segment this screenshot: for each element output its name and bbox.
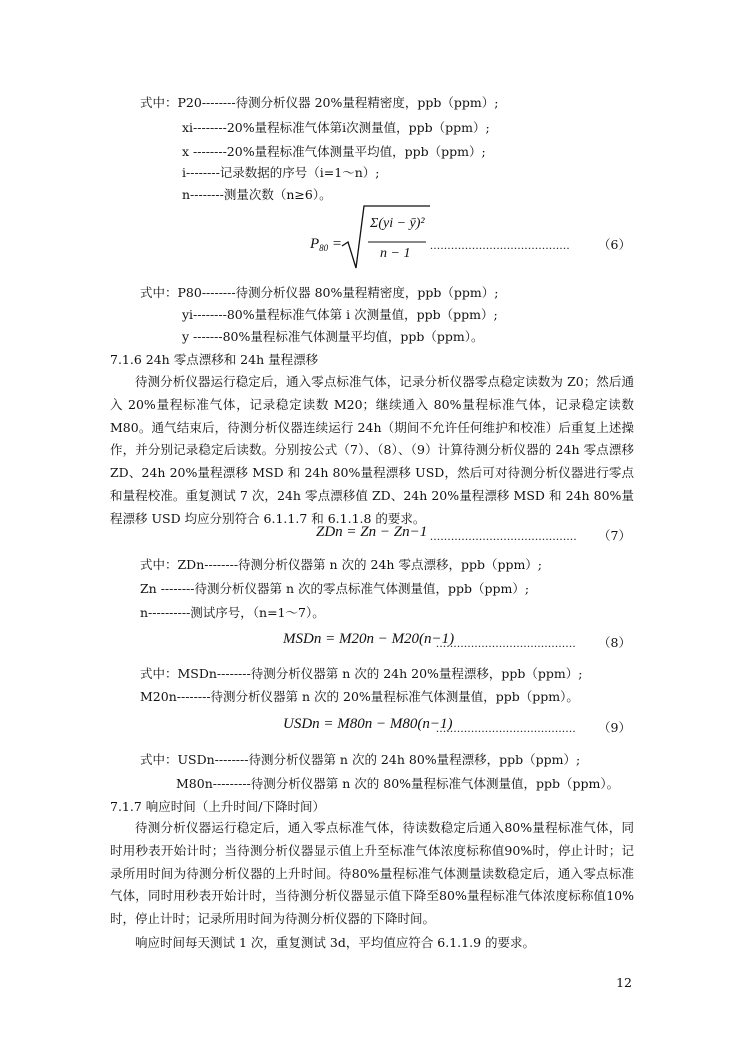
eq6-number: （6）	[598, 237, 631, 252]
eq7-number: （7）	[598, 528, 631, 543]
page-number: 12	[616, 975, 632, 990]
eq9-number: （9）	[598, 720, 631, 735]
def-usd-line: 式中：USDn--------待测分析仪器第 n 次的 24h 80%量程漂移，ppb（ppm）;	[140, 752, 581, 767]
eq6-lhs: $P_{80}$ =	[310, 236, 343, 253]
section-7-1-7-paragraph-2: 响应时间每天测试 1 次，重复测试 3d，平均值应符合 6.1.1.9 的要求。	[135, 935, 536, 950]
def-m20n-line: M20n--------待测分析仪器第 n 次的 20%量程标准气体测量值，ppb（ppm）。	[140, 689, 579, 704]
eq6-denominator: n − 1	[380, 246, 411, 261]
eq9-dots: ........................................	[436, 721, 576, 735]
section-7-1-7-paragraph-1: 待测分析仪器运行稳定后，通入零点标准气体，待读数稳定后通入80%量程标准气体，同时用秒表开始计时；当待测分析仪器显示值上升至标准气体浓度标称值90%时，停止计时；记录所用时间为待测分析仪器的上升时间。待80%量程标准气体测量读数稳定后，通入零点标准气体，同时用秒表开始计时，当待测分析仪器显示值下降至80%量程标准气体浓度标称值10%时，停止计时；记录所用时间为待测分析仪器的下降时间。	[110, 820, 634, 927]
section-7-1-6-title: 7.1.6 24h 零点漂移和 24h 量程漂移	[110, 352, 319, 367]
def-i-line: i--------记录数据的序号（i=1～n）;	[182, 165, 380, 180]
def-n-test-line: n----------测试序号，（n=1～7）。	[140, 605, 325, 620]
eq6-numerator: Σ(yi − ȳ)²	[370, 216, 425, 231]
def-p20-line: 式中：P20--------待测分析仪器 20%量程精密度，ppb（ppm）;	[140, 95, 499, 110]
eq7-dots: ..........................................	[430, 529, 577, 543]
equation-6	[310, 200, 640, 275]
eq9-formula: USDn = M80n − M80(n−1)	[283, 716, 453, 732]
def-p80-line: 式中：P80--------待测分析仪器 80%量程精密度，ppb（ppm）;	[140, 285, 499, 300]
def-ybar-line: y -------80%量程标准气体测量平均值，ppb（ppm）。	[182, 329, 484, 344]
def-yi-line: yi--------80%量程标准气体第 i 次测量值，ppb（ppm）;	[182, 307, 498, 322]
def-zn-line: Zn --------待测分析仪器第 n 次的零点标准气体测量值，ppb（ppm）;	[140, 581, 530, 596]
section-7-1-7-title: 7.1.7 响应时间（上升时间/下降时间）	[110, 799, 325, 814]
section-7-1-6-paragraph: 待测分析仪器运行稳定后，通入零点标准气体，记录分析仪器零点稳定读数为 Z0；然后通入 20%量程标准气体，记录稳定读数 M20；继续通入 80%量程标准气体，记录稳定读数 M80。通气结束后，待测分析仪器连续运行 24h（期间不允许任何维护和校准）后重复上述操作，并分别记录稳定后读数。分别按公式（7）、（8）、（9）计算待测分析仪器的 24h 零点漂移 ZD、24h 20%量程漂移 MSD 和 24h 80%量程漂移 USD，然后可对待测分析仪器进行零点和量程校准。重复测试 7 次，24h 零点漂移值 ZD、24h 20%量程漂移 MSD 和 24h 80%量程漂移 USD 均应分别符合 6.1.1.7 和 6.1.1.8 的要求。	[110, 374, 634, 526]
def-m80n-line: M80n---------待测分析仪器第 n 次的 80%量程标准气体测量值，ppb（ppm）。	[176, 776, 620, 791]
def-zd-line: 式中：ZDn--------待测分析仪器第 n 次的 24h 零点漂移，ppb（ppm）;	[140, 557, 543, 572]
def-msd-line: 式中：MSDn--------待测分析仪器第 n 次的 24h 20%量程漂移，ppb（ppm）;	[140, 666, 583, 681]
def-xbar-line: x --------20%量程标准气体测量平均值，ppb（ppm）;	[182, 144, 486, 159]
def-n-line: n--------测量次数（n≥6）。	[182, 187, 332, 202]
eq8-formula: MSDn = M20n − M20(n−1)	[283, 631, 455, 647]
def-xi-line: xi--------20%量程标准气体第i次测量值，ppb（ppm）;	[182, 120, 490, 135]
eq6-dots: ........................................	[430, 238, 570, 252]
eq8-dots: ........................................	[436, 636, 576, 650]
eq8-number: （8）	[598, 635, 631, 650]
eq7-formula: ZDn = Zn − Zn−1	[316, 524, 428, 540]
